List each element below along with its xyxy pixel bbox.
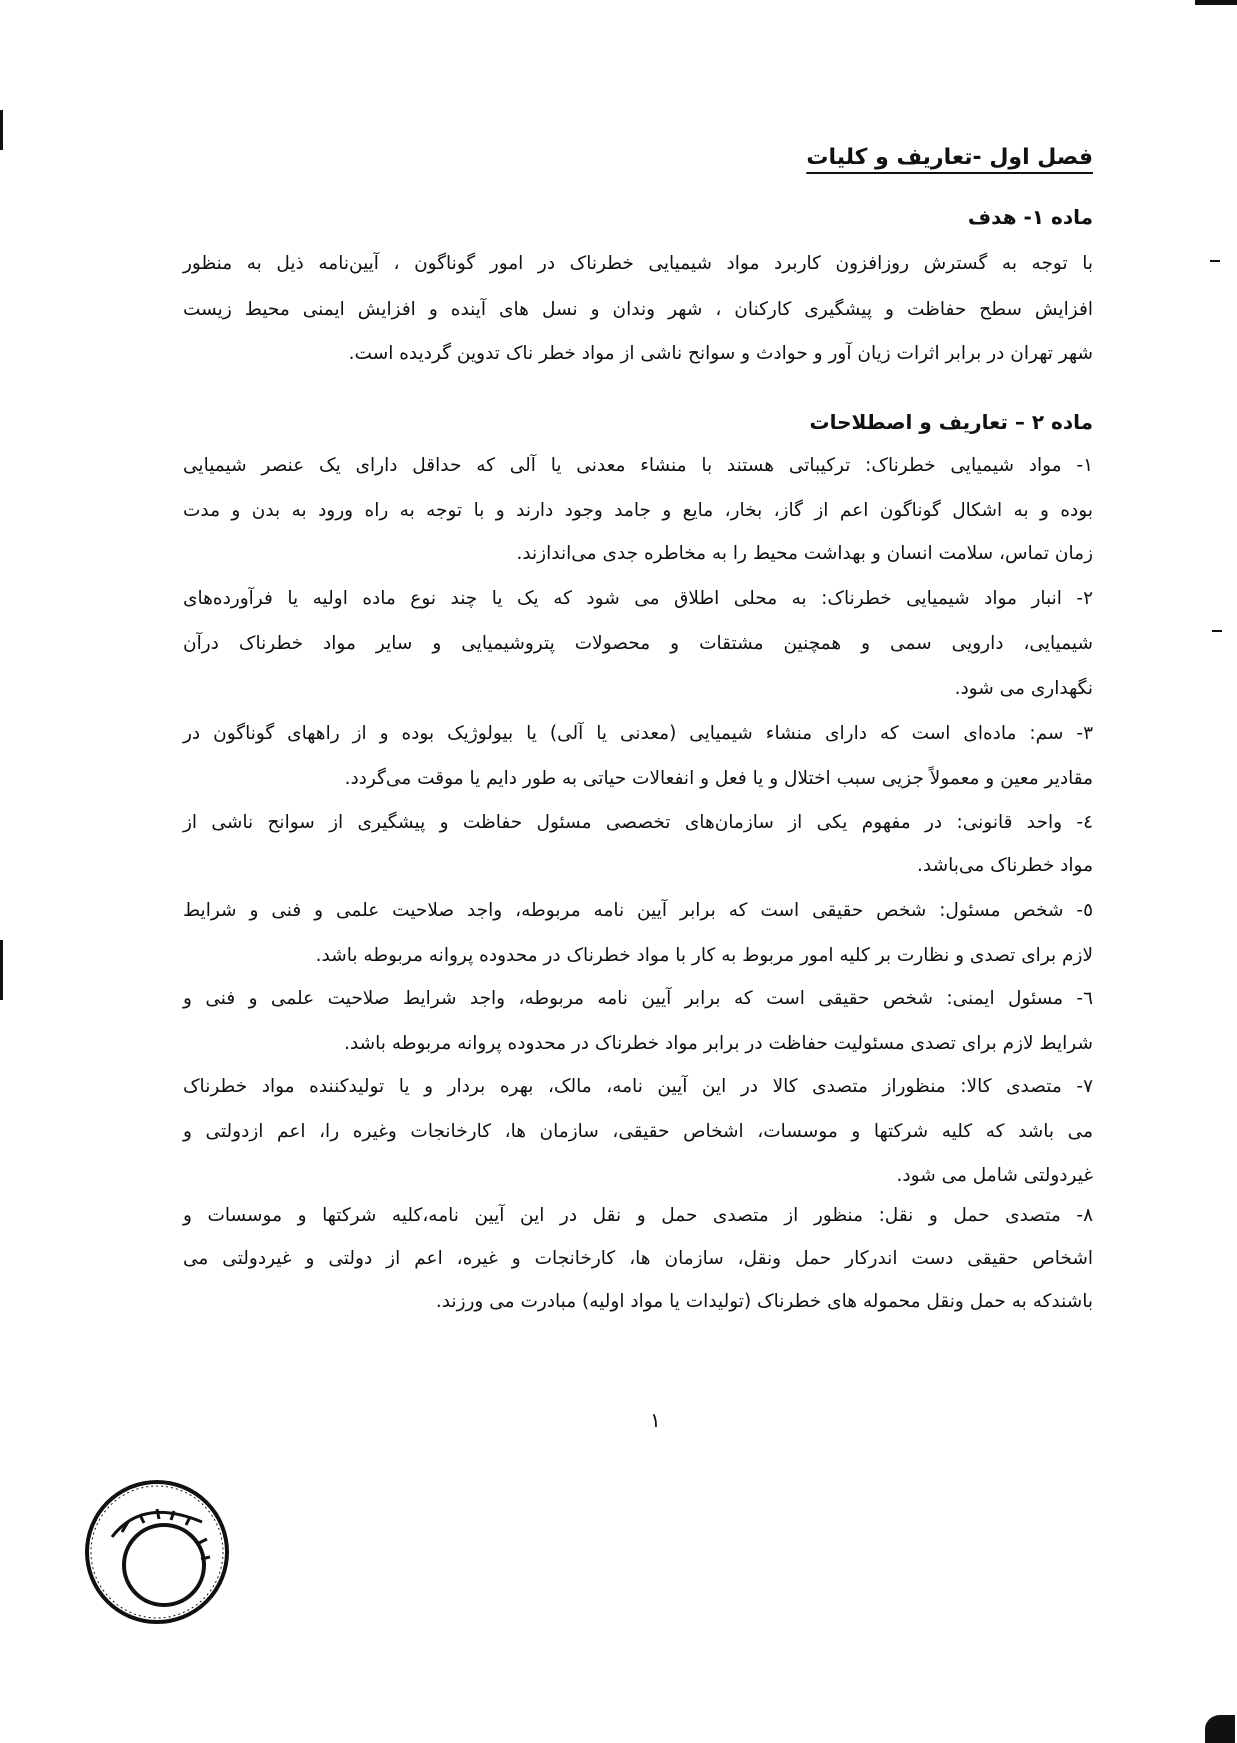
article-1-line: افزایش سطح حفاظت و پیشگیری کارکنان ، شهر وندان و نسل های آینده و افزایش ایمنی محیط زیست	[183, 299, 1093, 320]
article-1-heading: ماده ۱- هدف	[967, 205, 1093, 229]
chapter-title: فصل اول -تعاریف و کلیات	[806, 145, 1093, 170]
article-2-line: شیمیایی، دارویی سمی و همچنین مشتقات و محصولات پتروشیمیایی و سایر مواد خطرناک درآن	[183, 633, 1093, 654]
scan-edge-mark	[0, 110, 3, 150]
scan-edge-mark	[1212, 630, 1222, 632]
article-1-line: شهر تهران در برابر اثرات زیان آور و حوادث و سوانح ناشی از مواد خطر ناک تدوین گردیده است.	[348, 343, 1093, 364]
article-2-line: زمان تماس، سلامت انسان و بهداشت محیط را به مخاطره جدی می‌اندازند.	[516, 543, 1093, 564]
scan-edge-mark	[0, 940, 3, 1000]
article-2-line: مقادیر معین و معمولاً جزیی سبب اختلال و یا فعل و انفعالات حیاتی به طور دایم یا موقت می‌گردد.	[344, 768, 1093, 789]
article-2-line: باشندکه به حمل ونقل محموله های خطرناک (تولیدات یا مواد اولیه) مبادرت می ورزند.	[435, 1291, 1093, 1312]
article-2-line: ۱- مواد شیمیایی خطرناک: ترکیباتی هستند با منشاء معدنی یا آلی که حداقل دارای یک عنصر شیمیایی	[183, 455, 1093, 476]
article-2-line: ٥- شخص مسئول: شخص حقیقی است که برابر آیین نامه مربوطه، واجد صلاحیت علمی و فنی و شرایط	[183, 900, 1093, 921]
scan-edge-mark	[1205, 1715, 1235, 1743]
article-2-heading: ماده ۲ – تعاریف و اصطلاحات	[809, 410, 1093, 434]
council-seal-stamp	[82, 1477, 232, 1627]
article-2-line: ٤- واحد قانونی: در مفهوم یکی از سازمان‌های تخصصی مسئول حفاظت و پیشگیری از سوانح ناشی از	[183, 812, 1093, 833]
article-2-line: غیردولتی شامل می شود.	[896, 1165, 1093, 1186]
article-2-line: ۳- سم: ماده‌ای است که دارای منشاء شیمیایی (معدنی یا آلی) یا بیولوژیک بوده و از راههای گوناگون در	[183, 723, 1093, 744]
article-1-line: با توجه به گسترش روزافزون کاربرد مواد شیمیایی خطرناک در امور گوناگون ، آیین‌نامه ذیل به منظور	[183, 253, 1093, 274]
article-2-line: لازم برای تصدی و نظارت بر کلیه امور مربوط به کار با مواد خطرناک در محدوده پروانه مربوطه باشد.	[315, 945, 1093, 966]
article-2-line: ٦- مسئول ایمنی: شخص حقیقی است که برابر آیین نامه مربوطه، واجد شرایط صلاحیت علمی و فنی و	[183, 988, 1093, 1009]
article-2-line: ۸- متصدی حمل و نقل: منظور از متصدی حمل و نقل در این آیین نامه،کلیه شرکتها و موسسات و	[183, 1205, 1093, 1226]
scan-edge-mark	[1195, 0, 1237, 5]
article-2-line: اشخاص حقیقی دست اندرکار حمل ونقل، سازمان ها، کارخانجات و غیره، اعم از دولتی و غیردولتی می	[183, 1248, 1093, 1269]
article-2-line: ۲- انبار مواد شیمیایی خطرناک: به محلی اطلاق می شود که یک یا چند نوع ماده اولیه یا فرآورده‌های	[183, 588, 1093, 609]
article-2-line: ۷- متصدی کالا: منظوراز متصدی کالا در این آیین نامه، مالک، بهره بردار و یا تولیدکننده مواد خطرناک	[183, 1076, 1093, 1097]
article-2-line: مواد خطرناک می‌باشد.	[917, 855, 1093, 876]
page-number: ۱	[650, 1408, 661, 1432]
article-2-line: نگهداری می شود.	[954, 678, 1093, 699]
scan-edge-mark	[1210, 260, 1220, 262]
article-2-line: شرایط لازم برای تصدی مسئولیت حفاظت در برابر مواد خطرناک در محدوده پروانه مربوطه باشد.	[344, 1033, 1093, 1054]
article-2-line: بوده و به اشکال گوناگون اعم از گاز، بخار، مایع و جامد وجود دارند و با توجه به راه ورود به بدن و مدت	[183, 500, 1093, 521]
article-2-line: می باشد که کلیه شرکتها و موسسات، اشخاص حقیقی، سازمان ها، کارخانجات وغیره را، اعم ازدولتی و	[183, 1121, 1093, 1142]
